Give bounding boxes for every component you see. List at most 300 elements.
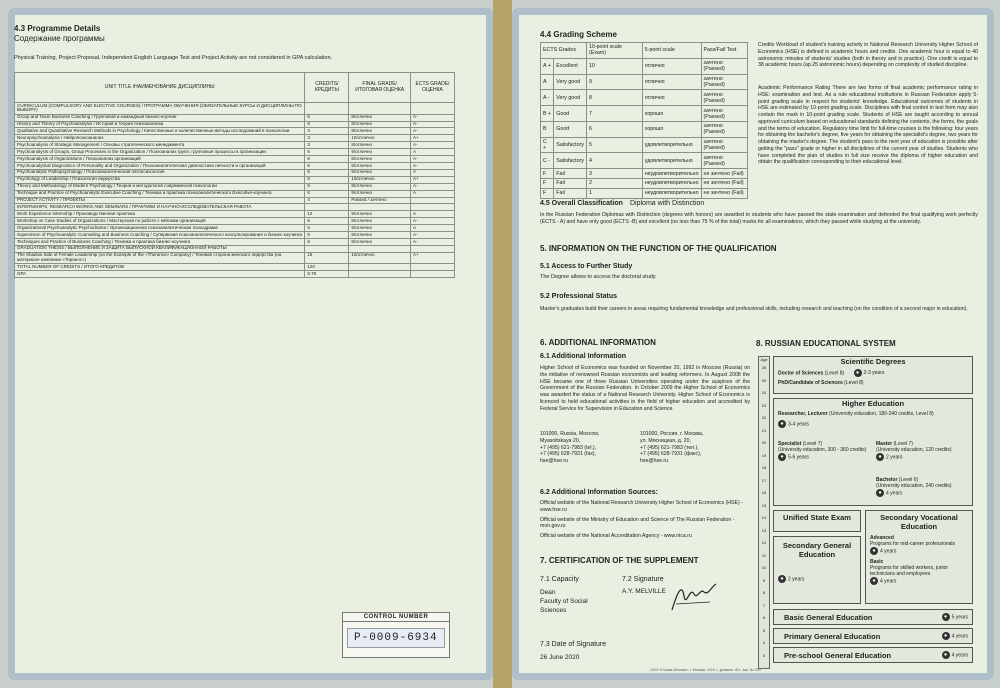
specialist-years: 5-6 years	[788, 454, 809, 461]
doctor-label: Doctor of Sciences	[778, 370, 824, 377]
table-cell: Psychoanalysis of Groups, Group Processes in the Organization / Психоанализ групп, групповые процессы в организации	[15, 149, 305, 156]
table-cell: отлично	[642, 74, 701, 90]
address-ru	[640, 431, 750, 465]
table-cell: 3	[305, 142, 349, 149]
table-cell: 9	[586, 74, 642, 90]
phd-level: (Level 8)	[844, 380, 864, 386]
grading-header: 5-point scale	[642, 43, 701, 59]
table-cell: CURRICULUM (COMPULSORY AND ELECTIVE COURSES) / ПРОГРАММА ОБУЧЕНИЯ (ОБЯЗАТЕЛЬНЫЕ КУРСЫ И ДИСЦИПЛИНЫ ПО ВЫБОРУ)	[15, 103, 305, 115]
table-row	[541, 137, 748, 153]
overall-text: In the Russian Federation Diplomas with Distinction (degrees with honors) are awarded to students who have passed the state examination and defended the final qualifying work perfectly (ECTS - A) and have only good (ECTS -B) and excellent (no less than 75 % of the total) marks for all examinations, which they passed while studying at the university.	[540, 212, 978, 225]
gpa-note: Physical Training, Project Proposal, Independent English Language Test and Project Activity are not considered in GPA calculation.	[14, 55, 333, 61]
preschool-label: Pre-school General Education	[784, 651, 892, 660]
badge-icon: ●	[876, 489, 884, 497]
table-cell: не зачтено (Fail)	[701, 188, 747, 198]
table-cell: 9/отлично	[349, 149, 411, 156]
table-row	[15, 114, 455, 121]
table-cell: 8/отлично	[349, 218, 411, 225]
badge-icon: ●	[870, 577, 878, 585]
table-cell: GRADUATION THESIS / ВЫПОЛНЕНИЕ И ЗАЩИТА ВЫПУСКНОЙ КВАЛИФИКАЦИОННОЙ РАБОТЫ	[15, 245, 305, 252]
table-cell: 10/отлично	[349, 135, 411, 142]
table-cell: Psychoanalysis of Organizations / Психоанализ организаций	[15, 156, 305, 163]
table-cell: A	[410, 225, 454, 232]
table-cell: 6	[305, 176, 349, 183]
section7-title: 7. CERTIFICATION OF THE SUPPLEMENT	[540, 556, 699, 565]
table-cell: 4	[586, 153, 642, 169]
basic-general-label: Basic General Education	[784, 613, 873, 622]
table-row	[15, 197, 455, 204]
table-cell: A	[410, 149, 454, 156]
bachelor-level: (Level 6)	[898, 477, 919, 483]
pro-title: 5.2 Professional Status	[540, 293, 618, 300]
table-cell: зачтено (Passed)	[701, 121, 747, 137]
section6-title: 6. ADDITIONAL INFORMATION	[540, 338, 656, 347]
programme-header: FINAL GRADE/ ИТОГОВАЯ ОЦЕНКА	[349, 73, 411, 103]
age-tick: 4	[762, 640, 766, 645]
table-cell: 8/отлично	[349, 156, 411, 163]
address-en	[540, 431, 640, 465]
table-cell: A-	[410, 114, 454, 121]
age-tick: 14	[761, 515, 767, 520]
table-cell: 3	[305, 135, 349, 142]
secondary-vocational-box	[865, 510, 973, 604]
table-cell: зачтено (Passed)	[701, 58, 747, 74]
bachelor-label: Bachelor	[876, 477, 898, 483]
table-cell: A-	[410, 121, 454, 128]
preschool-years: 4 years	[951, 652, 968, 659]
age-tick: 20	[761, 440, 767, 445]
age-tick: 24	[761, 390, 767, 395]
primary-general-years: 4 years	[951, 633, 968, 640]
badge-icon: ●	[854, 369, 862, 377]
table-row	[15, 162, 455, 169]
source-item: Official website of the National Research University Higher School of Economics (HSE) - www.hse.ru	[540, 500, 743, 513]
basic-note: Programs for skilled workers, junior technicians and employees	[870, 565, 949, 577]
table-cell: 9/отлично	[349, 211, 411, 218]
table-cell: 9/отлично	[349, 225, 411, 232]
capacity-line: Dean	[540, 589, 556, 596]
programme-header: CREDITS/ КРЕДИТЫ	[305, 73, 349, 103]
table-row	[15, 183, 455, 190]
age-tick: 8	[762, 590, 766, 595]
table-cell: зачтено (Passed)	[701, 137, 747, 153]
table-cell	[410, 245, 454, 252]
age-tick: 13	[761, 527, 767, 533]
programme-header: UNIT TITLE /НАИМЕНОВАНИЕ ДИСЦИПЛИНЫ	[15, 73, 305, 103]
table-cell: 6	[305, 225, 349, 232]
age-tick: 19	[761, 452, 767, 458]
access-title: 5.1 Access to Further Study	[540, 263, 633, 270]
table-cell: GPA	[15, 271, 305, 278]
table-cell: 9/отлично	[349, 169, 411, 176]
address-line: +7 (495) 621-7983 (tel.),	[540, 444, 597, 451]
rating-text: Academic Performance Rating There are two forms of final academic performance rating in HSE: examination and test. As a rule educational institutions in Russian Federation apply 5-point grading scale in respect for students' knowledge. Educational outcomes of students in HSE are estimated by 10-point grading scale. Disciplines with final control in test form may also contain the mark in 10-point grading scale. Students of HSE are taught according to annual approved curriculum based on educational standards defining the contents, the forms, the goals and the terms of education. Regulatory time limit for full-time courses is the following: four years for obtaining the bachelor's degree, five years for obtaining the specialist's degree, two years for obtaining the master's degree. The student's pass to the next year of education is possible after getting the "pass" grade or higher in all disciplines of the current year of studies. Students who have completed the plan of studies in full size receive the diploma of higher education and obtain the qualification corresponding to their educational level.	[758, 85, 978, 166]
table-row	[541, 121, 748, 137]
printer-footer: ООО «Гознак-Москва», г. Москва, 2019 г., уровень «Б», зак. № 000	[650, 668, 761, 672]
age-tick: 12	[761, 540, 767, 545]
table-cell: History and Theory of Psychoanalysis / История и теория психоанализа	[15, 121, 305, 128]
basic-label: Basic	[870, 559, 884, 565]
table-cell: F	[541, 169, 554, 179]
table-cell: Workshop on Case Studies of Organizations / Мастерская по работе с кейсами организаций	[15, 218, 305, 225]
signature-date: 26 June 2020	[540, 654, 580, 661]
date-title: 7.3 Date of Signature	[540, 641, 607, 648]
table-cell: 120	[305, 264, 349, 271]
table-cell: PROJECT ACTIVITY / ПРОЕКТЫ	[15, 197, 305, 204]
grading-table	[540, 42, 748, 199]
table-cell: зачтено (Passed)	[701, 106, 747, 122]
advanced-note: Programs for mid-career professionals	[870, 541, 956, 547]
address-line: +7 (495) 628-7931 (факс),	[640, 451, 702, 458]
table-cell: 8/отлично	[349, 232, 411, 239]
table-cell: F	[541, 188, 554, 198]
table-cell: 6	[586, 121, 642, 137]
table-cell: A	[410, 190, 454, 197]
specialist-note: (University education, 300 - 360 credits)	[778, 447, 867, 453]
table-row	[15, 218, 455, 225]
table-cell: A+	[410, 176, 454, 183]
hse-history: Higher School of Economics was founded on November 20, 1992 in Moscow (Russia) on the initiative of renowned Russian economists and leading reformers. In August 2008 the HSE became one of three Russian Universities operating under the auspices of the Government of the Russian Federation. In October 2009 the Higher School of Economics was awarded the status of a National Research University. Higher School of Economics is licenced to held educational activities in the field of higher education and accredited by Federal Service for Supervision in Education and Science.	[540, 365, 750, 412]
table-row	[15, 103, 455, 115]
table-cell: Excellent	[554, 58, 587, 74]
table-cell: 9/отлично	[349, 190, 411, 197]
table-cell: 8/отлично	[349, 183, 411, 190]
table-cell: 4	[305, 197, 349, 204]
signatory-name: A.Y. MELVILLE	[622, 588, 666, 595]
address-line: +7 (495) 628-7931 (fax),	[540, 451, 597, 458]
signature-scribble	[670, 580, 718, 614]
age-tick: 6	[762, 615, 766, 620]
age-tick: 15	[761, 502, 767, 508]
table-cell: Psychoanalysis of Strategic Management / Основы стратегического менеджмента	[15, 142, 305, 149]
badge-icon: ●	[778, 575, 786, 583]
table-cell: 6	[305, 169, 349, 176]
table-row	[541, 90, 748, 106]
table-cell: Neuropsychoanalysis / Нейропсихоанализ	[15, 135, 305, 142]
pro-text: Master's graduates build their careers in areas requiring fundamental knowledge and professional skills, including research and teaching (on the condition of a second major in education).	[540, 306, 968, 312]
badge-icon: ●	[778, 453, 786, 461]
primary-general-box	[773, 628, 973, 644]
access-text: The Degree allows to access the doctoral study.	[540, 274, 657, 280]
table-row	[15, 169, 455, 176]
table-cell	[305, 204, 349, 211]
section6-sub: 6.1 Additional Information	[540, 353, 627, 360]
table-cell: 1	[586, 188, 642, 198]
table-row	[15, 135, 455, 142]
table-cell: Satisfactory	[554, 137, 587, 153]
age-tick: 25	[761, 377, 767, 383]
table-cell: B	[541, 121, 554, 137]
table-row	[15, 121, 455, 128]
table-row	[541, 179, 748, 189]
scientific-degrees-box	[773, 356, 973, 394]
table-cell: A	[410, 211, 454, 218]
table-row	[15, 204, 455, 211]
table-cell: A	[410, 169, 454, 176]
age-scale	[758, 356, 770, 669]
badge-icon: ●	[942, 613, 950, 621]
table-cell: 8/отлично	[349, 162, 411, 169]
control-number-label: CONTROL NUMBER	[343, 613, 449, 622]
table-row	[15, 190, 455, 197]
table-cell: 2	[586, 179, 642, 189]
table-cell: 8	[586, 90, 642, 106]
bachelor-note: (University education, 240 credits)	[876, 483, 952, 489]
grading-title: 4.4 Grading Scheme	[540, 30, 617, 39]
table-cell: A+	[410, 135, 454, 142]
table-row	[541, 153, 748, 169]
sources-list	[540, 500, 750, 543]
capacity-line: Faculty of Social	[540, 598, 588, 606]
table-cell: неудовлетворительно	[642, 179, 701, 189]
table-cell: Fail	[554, 169, 587, 179]
table-cell	[349, 245, 411, 252]
advanced-label: Advanced	[870, 535, 894, 541]
badge-icon: ●	[942, 632, 950, 640]
table-cell: не зачтено (Fail)	[701, 169, 747, 179]
secondary-vocational-label: Secondary Vocational Education	[880, 513, 958, 531]
table-cell	[410, 264, 454, 271]
table-cell: 6	[305, 149, 349, 156]
master-note: (University education, 120 credits)	[876, 447, 952, 453]
table-row	[15, 232, 455, 239]
table-cell: 3	[586, 169, 642, 179]
higher-education-box	[773, 398, 973, 506]
table-row	[15, 128, 455, 135]
advanced-years: 4 years	[880, 548, 897, 555]
table-cell: Theory and Methodology of Modern Psychology / Теория и методология современной психологии	[15, 183, 305, 190]
table-cell: Satisfactory	[554, 153, 587, 169]
table-cell	[305, 245, 349, 252]
table-cell: Fail	[554, 188, 587, 198]
table-cell: A-	[410, 142, 454, 149]
primary-general-label: Primary General Education	[784, 632, 881, 641]
sources-title: 6.2 Additional Information Sources:	[540, 489, 658, 496]
table-cell: Very good	[554, 74, 587, 90]
table-cell: 8.79	[305, 271, 349, 278]
master-years: 2 years	[886, 454, 903, 461]
table-cell: 6	[305, 183, 349, 190]
secondary-general-box	[773, 536, 861, 604]
table-cell: A-	[410, 156, 454, 163]
table-cell: Supervision of Psychoanalytic Counseling and Business Coaching / Супервизия психоаналитического консультирования и бизнес-коучинга	[15, 232, 305, 239]
address-line: Myasnitskaya 20,	[540, 437, 581, 444]
scientific-years: 2-3 years	[863, 370, 885, 377]
source-item: Official website of the Ministry of Education and Science of The Russian Federation - mon.gov.ru	[540, 516, 735, 530]
table-cell: 5	[586, 137, 642, 153]
table-row	[15, 142, 455, 149]
table-row	[541, 169, 748, 179]
table-cell: Very good	[554, 90, 587, 106]
programme-title: 4.3 Programme Details	[14, 24, 101, 33]
table-cell: 8/отлично	[349, 238, 411, 245]
secondary-general-years: 2 years	[788, 576, 805, 583]
table-cell	[410, 103, 454, 115]
table-cell: The Shadow Side of Female Leadership (on the Example of the «Theranos» Company) / Теневая сторона женского лидерства (на материале компании «Теранос»)	[15, 252, 305, 264]
basic-general-years: 5 years	[951, 614, 968, 621]
table-cell: 6	[305, 156, 349, 163]
table-cell: Techniques and Practice of Business Coaching / Техника и практика бизнес-коучинга	[15, 238, 305, 245]
table-cell	[410, 271, 454, 278]
basic-years: 4 years	[880, 578, 897, 585]
table-cell: зачтено (Passed)	[701, 153, 747, 169]
control-number-value: P-0009-6934	[347, 628, 445, 648]
table-cell: отлично	[642, 58, 701, 74]
doctor-level: (Level 8)	[824, 370, 845, 377]
age-tick: 23	[761, 402, 767, 408]
table-cell: зачтено (Passed)	[701, 90, 747, 106]
table-cell: B +	[541, 106, 554, 122]
badge-icon: ●	[876, 453, 884, 461]
table-cell	[410, 197, 454, 204]
table-cell: зачтено (Passed)	[701, 74, 747, 90]
address-line: 101000, Russia, Moscow,	[540, 431, 600, 437]
table-cell	[410, 204, 454, 211]
credits-text: Credits Workload of student's training activity in National Research University Higher School of Economics (HSE) is defined in academic hours and credits. One academic hour is equal to 40 astronomic minutes of students' studies (both in theory and in practice). One credit is equal to 38 academic hours (ap.25 astronomic hours) depending on complexity of studied discipline.	[758, 42, 978, 69]
age-tick: 3	[762, 652, 766, 658]
table-cell: A+	[410, 252, 454, 264]
table-cell	[349, 271, 411, 278]
bachelor-years: 4 years	[886, 490, 903, 497]
capacity-title: 7.1 Capacity	[540, 576, 579, 583]
table-cell: A-	[410, 183, 454, 190]
programme-header: ECTS GRADE/ ОЦЕНКА	[410, 73, 454, 103]
researcher-note: (University education, 180-240 credits, Level 8)	[829, 411, 934, 417]
table-row	[541, 58, 748, 74]
unified-state-exam-label: Unified State Exam	[783, 513, 851, 522]
table-cell: 6	[305, 121, 349, 128]
table-cell: A-	[410, 232, 454, 239]
badge-icon: ●	[942, 651, 950, 659]
age-label: Age	[760, 357, 768, 362]
age-tick: 9	[762, 577, 766, 583]
table-cell: A-	[410, 238, 454, 245]
table-row	[15, 149, 455, 156]
age-tick: 17	[761, 477, 767, 483]
table-cell: Organizational Psychoanalytic Psychodrama / Организационная психоаналитическая психодрама	[15, 225, 305, 232]
table-cell: TOTAL NUMBER OF CREDITS / ИТОГО КРЕДИТОВ	[15, 264, 305, 271]
table-cell: Good	[554, 121, 587, 137]
table-cell	[349, 103, 411, 115]
table-cell: A -	[541, 90, 554, 106]
control-number-box	[342, 612, 450, 658]
age-tick: 21	[761, 427, 767, 433]
table-cell: хорошо	[642, 106, 701, 122]
table-cell: INTERNSHIPS, RESEARCH WORKS AND SEMINARS / ПРАКТИКИ И НАУЧНО-ИССЛЕДОВАТЕЛЬСКАЯ РАБОТА	[15, 204, 305, 211]
table-cell: C +	[541, 137, 554, 153]
address-line: hse@hse.ru	[640, 458, 669, 464]
table-cell: 8/отлично	[349, 121, 411, 128]
specialist-label: Specialist	[778, 441, 802, 447]
master-label: Master	[876, 441, 893, 447]
address-line: +7 (495) 621-7983 (тел.),	[640, 444, 699, 451]
table-cell: Psychology of Leadership / Психология лидерства	[15, 176, 305, 183]
table-cell: Group and Team Business Coaching / Групповой и командный бизнес-коучинг	[15, 114, 305, 121]
capacity-line: Sciences	[540, 607, 567, 615]
table-cell: 6	[305, 162, 349, 169]
table-cell: удовлетворительно	[642, 153, 701, 169]
table-cell: 6	[305, 190, 349, 197]
table-row	[15, 245, 455, 252]
table-row	[15, 252, 455, 264]
table-cell: хорошо	[642, 121, 701, 137]
table-row	[541, 188, 748, 198]
address-line: 101000, Россия, г. Москва,	[640, 431, 704, 437]
secondary-general-label: Secondary General Education	[782, 541, 852, 559]
age-tick: 11	[761, 552, 767, 558]
table-cell: A +	[541, 58, 554, 74]
age-tick: 5	[762, 627, 766, 633]
table-cell: неудовлетворительно	[642, 188, 701, 198]
address-line: hse@hse.ru	[540, 458, 569, 464]
table-cell: A-	[410, 128, 454, 135]
researcher-years: 3-4 years	[788, 421, 809, 428]
table-cell: неудовлетворительно	[642, 169, 701, 179]
basic-general-box	[773, 609, 973, 625]
table-cell	[305, 103, 349, 115]
age-tick: 22	[761, 415, 767, 420]
table-cell: A	[541, 74, 554, 90]
higher-education-label: Higher Education	[841, 399, 905, 408]
table-cell: 6	[305, 238, 349, 245]
table-row	[15, 271, 455, 278]
table-cell: A-	[410, 218, 454, 225]
table-cell: 6	[305, 218, 349, 225]
table-cell: 10/отлично	[349, 176, 411, 183]
table-cell: C -	[541, 153, 554, 169]
table-row	[15, 211, 455, 218]
section5-title: 5. INFORMATION ON THE FUNCTION OF THE QUALIFICATION	[540, 244, 777, 253]
table-cell: не зачтено (Fail)	[701, 179, 747, 189]
programme-table	[14, 72, 455, 278]
table-cell: 15	[305, 252, 349, 264]
table-cell: A-	[410, 162, 454, 169]
table-cell: 12	[305, 211, 349, 218]
capacity-lines	[540, 588, 588, 615]
table-cell: Work Experience Internship / Производственная практика	[15, 211, 305, 218]
badge-icon: ●	[778, 420, 786, 428]
researcher-label: Researcher, Lecturer	[778, 411, 828, 417]
table-cell: Qualitative and Quantitative Research Methods in Psychology / Качественные и количественные методы исследований в психологии	[15, 128, 305, 135]
grading-header: Pass/Fail Test	[701, 43, 747, 59]
preschool-box	[773, 647, 973, 663]
address-line: ул. Мясницкая, д. 20,	[640, 437, 691, 444]
table-row	[15, 225, 455, 232]
overall-value: Diploma with Distinction	[630, 200, 705, 207]
age-tick: 16	[761, 490, 767, 495]
signature-title: 7.2 Signature	[622, 576, 664, 583]
table-cell: удовлетворительно	[642, 137, 701, 153]
table-cell: 6	[305, 232, 349, 239]
specialist-level: (Level 7)	[802, 441, 823, 447]
table-cell: Psychoanalytical Diagnostics of Personality and Organization / Психоаналитическая диагностика личности и организаций	[15, 162, 305, 169]
table-cell	[349, 264, 411, 271]
table-cell: Technique and Practice of Psychoanalytic Executive Coaching / Техника и практика психоаналитического Executive-коучинга	[15, 190, 305, 197]
age-tick: 7	[762, 602, 766, 608]
age-tick: 10	[761, 565, 767, 570]
age-tick: 26	[761, 365, 767, 370]
section8-title: 8. RUSSIAN EDUCATIONAL SYSTEM	[756, 339, 896, 348]
table-cell: 8/отлично	[349, 114, 411, 121]
table-cell: 10/отлично	[349, 252, 411, 264]
table-cell: Passed / зачтено	[349, 197, 411, 204]
grading-header: ECTS Grades	[541, 43, 587, 59]
table-row	[541, 106, 748, 122]
table-cell: Good	[554, 106, 587, 122]
table-cell: 6	[305, 114, 349, 121]
phd-label: PhD/Candidate of Sciences	[778, 380, 843, 386]
table-row	[15, 156, 455, 163]
